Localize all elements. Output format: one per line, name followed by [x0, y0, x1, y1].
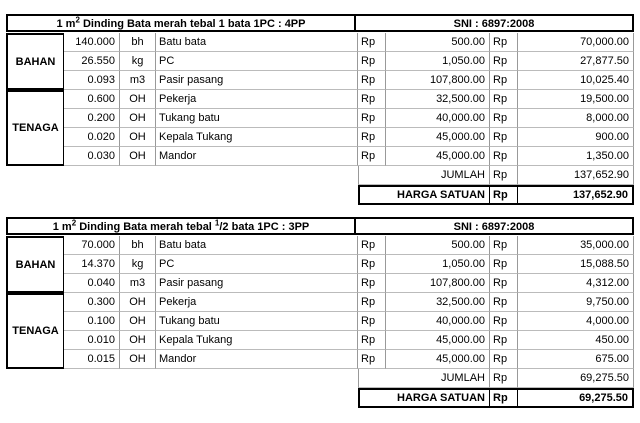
currency: Rp — [490, 147, 518, 166]
currency: Rp — [490, 52, 518, 71]
unit-price: 32,500.00 — [386, 293, 490, 312]
harga-satuan-label: HARGA SATUAN — [360, 390, 490, 406]
currency: Rp — [490, 71, 518, 90]
line-total: 4,000.00 — [518, 312, 634, 331]
unit: OH — [120, 350, 156, 369]
cost-table-1 — [6, 14, 634, 200]
coefficient: 0.040 — [64, 274, 120, 293]
jumlah-value: 137,652.90 — [518, 166, 634, 185]
item-name: Batu bata — [156, 236, 358, 255]
unit: OH — [120, 293, 156, 312]
line-total: 450.00 — [518, 331, 634, 350]
harga-satuan-value: 137,652.90 — [572, 189, 628, 201]
line-total: 10,025.40 — [518, 71, 634, 90]
coefficient: 0.020 — [64, 128, 120, 147]
line-total: 675.00 — [518, 350, 634, 369]
coefficient: 0.100 — [64, 312, 120, 331]
currency: Rp — [490, 236, 518, 255]
unit: m3 — [120, 71, 156, 90]
unit-price: 500.00 — [386, 33, 490, 52]
coefficient: 140.000 — [64, 33, 120, 52]
line-total: 70,000.00 — [518, 33, 634, 52]
unit-price: 500.00 — [386, 236, 490, 255]
currency: Rp — [358, 109, 386, 128]
currency: Rp — [358, 331, 386, 350]
unit: m3 — [120, 274, 156, 293]
unit: OH — [120, 312, 156, 331]
unit: OH — [120, 90, 156, 109]
coefficient: 0.030 — [64, 147, 120, 166]
unit: OH — [120, 128, 156, 147]
unit-price: 45,000.00 — [386, 331, 490, 350]
currency: Rp — [490, 33, 518, 52]
currency: Rp — [490, 390, 518, 406]
item-name: Batu bata — [156, 33, 358, 52]
line-total: 900.00 — [518, 128, 634, 147]
unit-price: 40,000.00 — [386, 312, 490, 331]
coefficient: 14.370 — [64, 255, 120, 274]
currency: Rp — [358, 71, 386, 90]
line-total: 35,000.00 — [518, 236, 634, 255]
currency: Rp — [358, 350, 386, 369]
item-name: Pasir pasang — [156, 274, 358, 293]
line-total: 9,750.00 — [518, 293, 634, 312]
coefficient: 0.015 — [64, 350, 120, 369]
unit-price: 1,050.00 — [386, 52, 490, 71]
line-total: 27,877.50 — [518, 52, 634, 71]
item-name: Kepala Tukang — [156, 128, 358, 147]
coefficient: 0.010 — [64, 331, 120, 350]
line-total: 4,312.00 — [518, 274, 634, 293]
currency: Rp — [358, 255, 386, 274]
currency: Rp — [490, 274, 518, 293]
unit: kg — [120, 52, 156, 71]
unit-price: 107,800.00 — [386, 274, 490, 293]
unit: OH — [120, 147, 156, 166]
unit-price: 107,800.00 — [386, 71, 490, 90]
unit: kg — [120, 255, 156, 274]
item-name: Pasir pasang — [156, 71, 358, 90]
unit-price: 45,000.00 — [386, 128, 490, 147]
item-name: Pekerja — [156, 90, 358, 109]
currency: Rp — [490, 187, 518, 203]
line-total: 1,350.00 — [518, 147, 634, 166]
sni-reference: SNI : 6897:2008 — [356, 14, 634, 32]
currency: Rp — [358, 52, 386, 71]
unit-price: 45,000.00 — [386, 350, 490, 369]
line-total: 19,500.00 — [518, 90, 634, 109]
harga-satuan-label: HARGA SATUAN — [360, 187, 490, 203]
item-name: Tukang batu — [156, 109, 358, 128]
unit-price: 1,050.00 — [386, 255, 490, 274]
category-bahan: BAHAN — [6, 33, 64, 90]
currency: Rp — [358, 33, 386, 52]
item-name: PC — [156, 255, 358, 274]
currency: Rp — [490, 255, 518, 274]
table-title: 1 $m^2$ Dinding Bata merah tebal $^1$/2 bata 1PC : 3PP — [6, 217, 356, 235]
line-total: 8,000.00 — [518, 109, 634, 128]
unit-price: 40,000.00 — [386, 109, 490, 128]
currency: Rp — [490, 331, 518, 350]
item-name: Kepala Tukang — [156, 331, 358, 350]
currency: Rp — [358, 128, 386, 147]
coefficient: 0.300 — [64, 293, 120, 312]
jumlah-label: JUMLAH — [358, 369, 490, 388]
jumlah-value: 69,275.50 — [518, 369, 634, 388]
currency: Rp — [490, 312, 518, 331]
line-total: 15,088.50 — [518, 255, 634, 274]
unit-price: 32,500.00 — [386, 90, 490, 109]
coefficient: 70.000 — [64, 236, 120, 255]
currency: Rp — [490, 369, 518, 388]
unit: OH — [120, 331, 156, 350]
currency: Rp — [358, 236, 386, 255]
currency: Rp — [358, 90, 386, 109]
harga-satuan-value: 69,275.50 — [579, 392, 628, 404]
currency: Rp — [358, 274, 386, 293]
currency: Rp — [490, 293, 518, 312]
currency: Rp — [490, 128, 518, 147]
coefficient: 0.093 — [64, 71, 120, 90]
unit: bh — [120, 33, 156, 52]
coefficient: 0.600 — [64, 90, 120, 109]
item-name: Mandor — [156, 147, 358, 166]
sni-reference: SNI : 6897:2008 — [356, 217, 634, 235]
item-name: Tukang batu — [156, 312, 358, 331]
jumlah-label: JUMLAH — [358, 166, 490, 185]
currency: Rp — [490, 166, 518, 185]
category-tenaga: TENAGA — [6, 293, 64, 369]
currency: Rp — [358, 312, 386, 331]
item-name: PC — [156, 52, 358, 71]
unit: bh — [120, 236, 156, 255]
currency: Rp — [490, 350, 518, 369]
coefficient: 26.550 — [64, 52, 120, 71]
item-name: Pekerja — [156, 293, 358, 312]
unit-price: 45,000.00 — [386, 147, 490, 166]
cost-table-2 — [6, 217, 634, 407]
coefficient: 0.200 — [64, 109, 120, 128]
category-bahan: BAHAN — [6, 236, 64, 293]
item-name: Mandor — [156, 350, 358, 369]
currency: Rp — [358, 293, 386, 312]
currency: Rp — [490, 90, 518, 109]
currency: Rp — [358, 147, 386, 166]
category-tenaga: TENAGA — [6, 90, 64, 166]
table-title: 1 $m^2$ Dinding Bata merah tebal 1 bata 1PC : 4PP — [6, 14, 356, 32]
currency: Rp — [490, 109, 518, 128]
unit: OH — [120, 109, 156, 128]
